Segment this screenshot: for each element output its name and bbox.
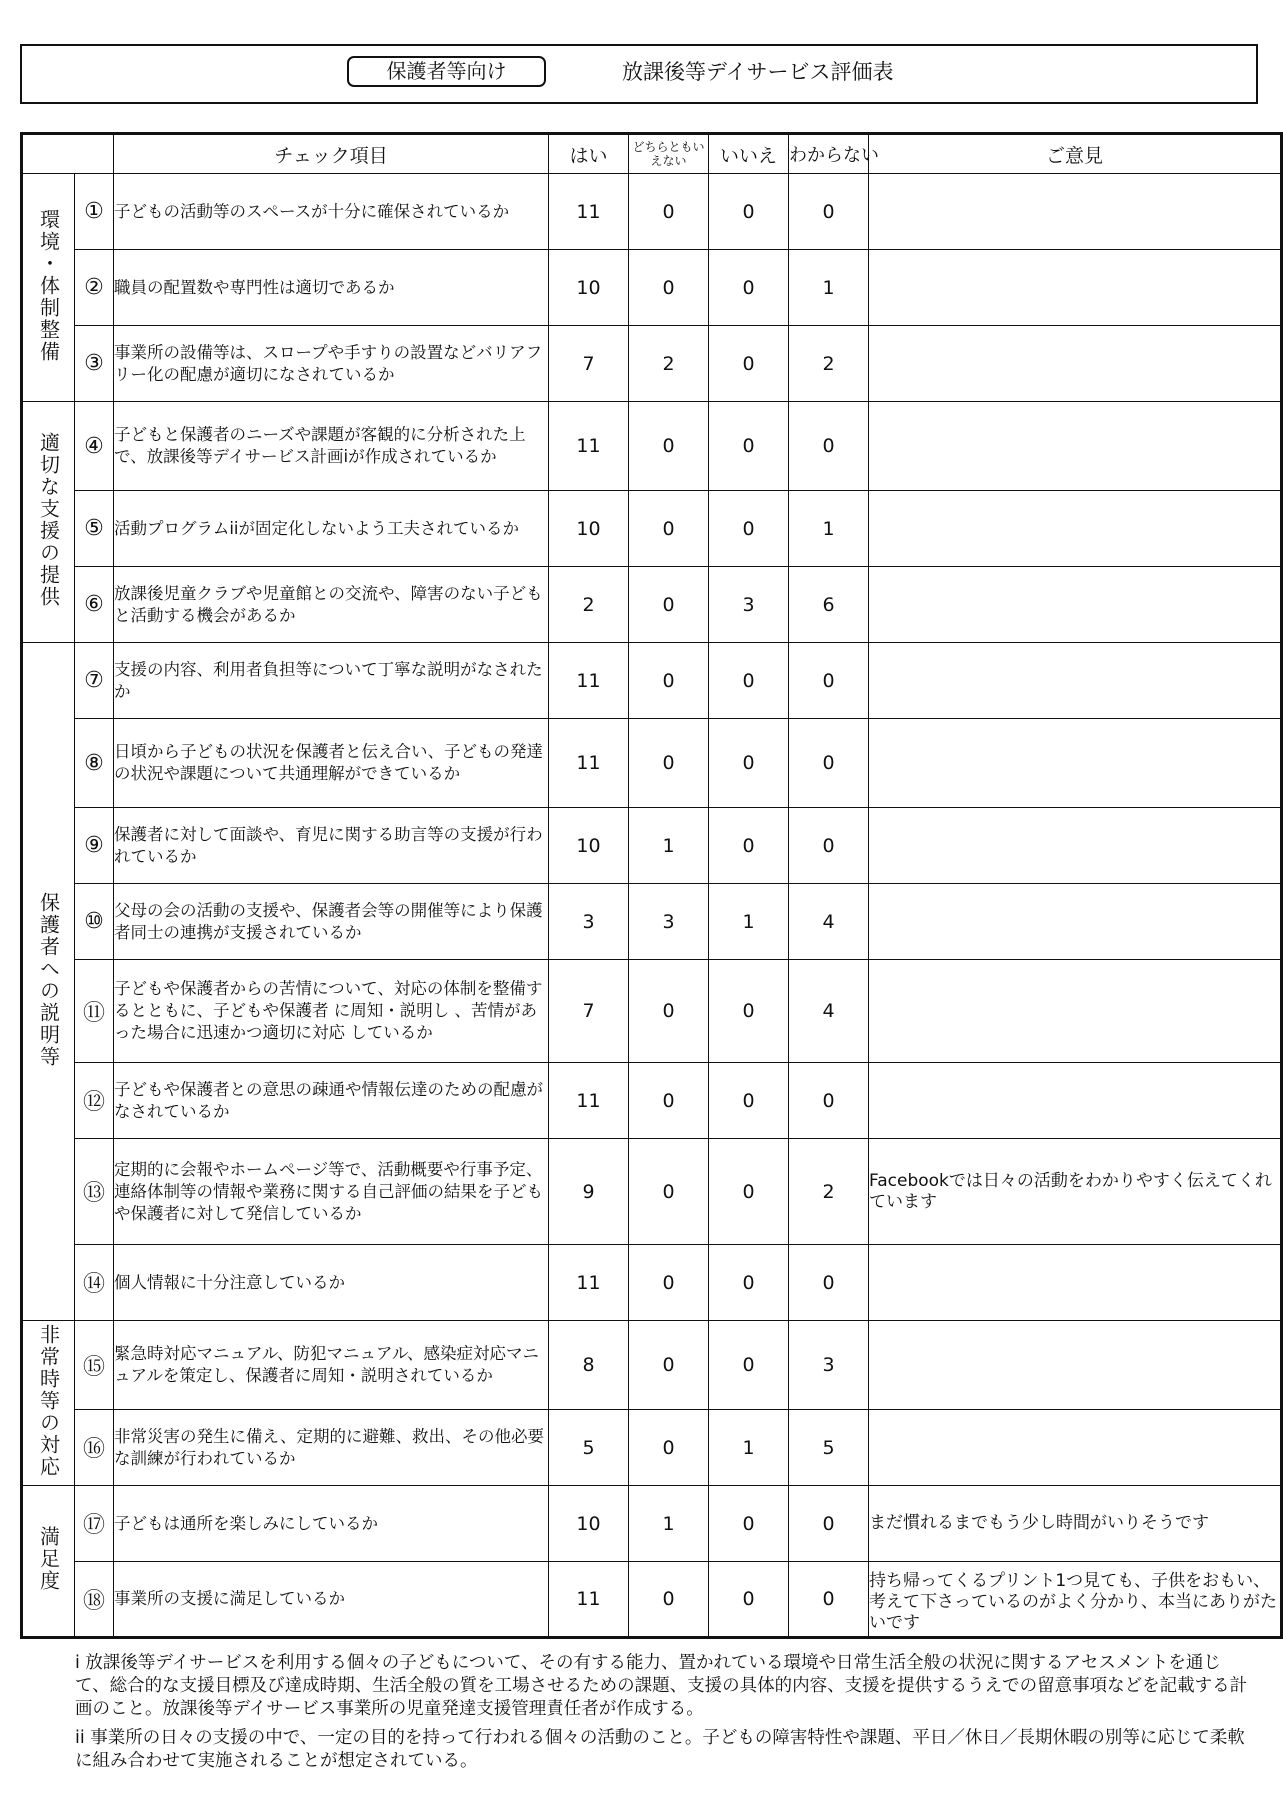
table-row: [22, 1063, 1282, 1139]
row-number: ⑨: [75, 808, 114, 884]
unsure-count: 0: [629, 491, 709, 567]
item-text: 子どもの活動等のスペースが十分に確保されているか: [114, 174, 549, 250]
item-text: 事業所の設備等は、スロープや手すりの設置などバリアフリー化の配慮が適切になされているか: [114, 326, 549, 402]
item-text: 緊急時対応マニュアル、防犯マニュアル、感染症対応マニュアルを策定し、保護者に周知・説明されているか: [114, 1321, 549, 1410]
table-row: [22, 250, 1282, 326]
category-cell: [22, 1321, 75, 1486]
unknown-count: 6: [789, 567, 869, 643]
unknown-count: 4: [789, 960, 869, 1063]
opinion-cell: [869, 1321, 1282, 1410]
yes-count: 8: [549, 1321, 629, 1410]
opinion-cell: [869, 174, 1282, 250]
yes-count: 11: [549, 174, 629, 250]
item-text: 活動プログラムiiが固定化しないよう工夫されているか: [114, 491, 549, 567]
yes-count: 11: [549, 643, 629, 719]
item-text: 支援の内容、利用者負担等について丁寧な説明がなされたか: [114, 643, 549, 719]
opinion-cell: [869, 402, 1282, 491]
unknown-count: 0: [789, 1245, 869, 1321]
category-label: 保護者への説明等: [36, 891, 61, 1068]
unknown-count: 5: [789, 1410, 869, 1486]
row-number: ⑰: [75, 1486, 114, 1562]
row-number: ④: [75, 402, 114, 491]
row-number: ⑥: [75, 567, 114, 643]
no-count: 0: [709, 1486, 789, 1562]
unsure-count: 0: [629, 402, 709, 491]
opinion-cell: [869, 1562, 1282, 1638]
unsure-count: 2: [629, 326, 709, 402]
unsure-count: 0: [629, 567, 709, 643]
item-text: 保護者に対して面談や、育児に関する助言等の支援が行われているか: [114, 808, 549, 884]
no-count: 0: [709, 250, 789, 326]
opinion-cell: まだ慣れるまでもう少し時間がいりそうです: [869, 1486, 1282, 1562]
unknown-count: 0: [789, 402, 869, 491]
unknown-count: 2: [789, 1139, 869, 1245]
no-count: 0: [709, 808, 789, 884]
table-row: [22, 1245, 1282, 1321]
row-number: ⑦: [75, 643, 114, 719]
category-label: 非常時等の対応: [36, 1324, 61, 1478]
unknown-count: 1: [789, 491, 869, 567]
opinion-cell: [869, 567, 1282, 643]
table-row: [22, 719, 1282, 808]
unsure-count: 0: [629, 1410, 709, 1486]
item-text: 定期的に会報やホームページ等で、活動概要や行事予定、連絡体制等の情報や業務に関する自己評価の結果を子どもや保護者に対して発信しているか: [114, 1139, 549, 1245]
table-row: [22, 1321, 1282, 1410]
unknown-count: 0: [789, 643, 869, 719]
table-row: [22, 884, 1282, 960]
table-row: [22, 1562, 1282, 1638]
table-row: [22, 1139, 1282, 1245]
unknown-count: 0: [789, 719, 869, 808]
opinion-cell: [869, 326, 1282, 402]
yes-count: 11: [549, 1245, 629, 1321]
unknown-count: 0: [789, 1063, 869, 1139]
unsure-count: 0: [629, 174, 709, 250]
unknown-count: 3: [789, 1321, 869, 1410]
category-cell: [22, 174, 75, 402]
opinion-cell: [869, 960, 1282, 1063]
row-number: ⑫: [75, 1063, 114, 1139]
no-count: 0: [709, 1063, 789, 1139]
item-text: 日頃から子どもの状況を保護者と伝え合い、子どもの発達の状況や課題について共通理解ができているか: [114, 719, 549, 808]
item-text: 子どもと保護者のニーズや課題が客観的に分析された上で、放課後等デイサービス計画iが作成されているか: [114, 402, 549, 491]
unsure-count: 1: [629, 1486, 709, 1562]
no-count: 1: [709, 1410, 789, 1486]
item-text: 子どもや保護者からの苦情について、対応の体制を整備するとともに、子どもや保護者 に周知・説明し 、苦情があった場合に迅速かつ適切に対応 しているか: [114, 960, 549, 1063]
unknown-count: 2: [789, 326, 869, 402]
row-number: ②: [75, 250, 114, 326]
no-count: 3: [709, 567, 789, 643]
table-row: [22, 643, 1282, 719]
unsure-count: 0: [629, 1562, 709, 1638]
yes-count: 10: [549, 491, 629, 567]
no-count: 0: [709, 174, 789, 250]
yes-count: 11: [549, 1063, 629, 1139]
opinion-cell: [869, 1063, 1282, 1139]
unknown-count: 4: [789, 884, 869, 960]
opinion-cell: [869, 1245, 1282, 1321]
yes-count: 11: [549, 719, 629, 808]
yes-count: 7: [549, 326, 629, 402]
unsure-count: 0: [629, 250, 709, 326]
no-count: 0: [709, 1321, 789, 1410]
opinion-cell: Facebookでは日々の活動をわかりやすく伝えてくれています: [869, 1139, 1282, 1245]
item-text: 放課後児童クラブや児童館との交流や、障害のない子どもと活動する機会があるか: [114, 567, 549, 643]
opinion-cell: [869, 1410, 1282, 1486]
unsure-count: 0: [629, 1245, 709, 1321]
no-count: 0: [709, 1245, 789, 1321]
table-row: [22, 1410, 1282, 1486]
item-text: 子どもは通所を楽しみにしているか: [114, 1486, 549, 1562]
no-count: 0: [709, 1139, 789, 1245]
item-text: 職員の配置数や専門性は適切であるか: [114, 250, 549, 326]
opinion-cell: [869, 250, 1282, 326]
category-cell: [22, 643, 75, 1321]
unknown-count: 1: [789, 250, 869, 326]
row-number: ⑱: [75, 1562, 114, 1638]
yes-count: 11: [549, 402, 629, 491]
no-count: 0: [709, 960, 789, 1063]
unknown-count: 0: [789, 1486, 869, 1562]
col-opinion: ご意見: [869, 134, 1282, 174]
row-number: ⑯: [75, 1410, 114, 1486]
row-number: ⑮: [75, 1321, 114, 1410]
category-label: 満足度: [36, 1526, 61, 1592]
col-unknown: わからない: [789, 134, 869, 174]
no-count: 0: [709, 491, 789, 567]
unknown-count: 0: [789, 808, 869, 884]
yes-count: 10: [549, 250, 629, 326]
unknown-count: 0: [789, 174, 869, 250]
yes-count: 7: [549, 960, 629, 1063]
table-row: [22, 174, 1282, 250]
yes-count: 5: [549, 1410, 629, 1486]
row-number: ⑩: [75, 884, 114, 960]
category-cell: [22, 402, 75, 643]
opinion-cell: [869, 643, 1282, 719]
footnote-plan: i 放課後等デイサービスを利用する個々の子どもについて、その有する能力、置かれている環境や日常生活全般の状況に関するアセスメントを通じて、総合的な支援目標及び達成時期、生活全般の質を工場させるための課題、支援の具体的内容、支援を提供するうえでの留意事項などを記載する計画のこと。放課後等デイサービス事業所の児童発達支援管理責任者が作成する。: [75, 1653, 1248, 1719]
item-text: 子どもや保護者との意思の疎通や情報伝達のための配慮がなされているか: [114, 1063, 549, 1139]
no-count: 0: [709, 402, 789, 491]
yes-count: 3: [549, 884, 629, 960]
row-number: ⑧: [75, 719, 114, 808]
row-number: ⑪: [75, 960, 114, 1063]
unsure-count: 0: [629, 1321, 709, 1410]
page-title: 放課後等デイサービス評価表: [622, 60, 894, 84]
row-number: ⑭: [75, 1245, 114, 1321]
category-label: 適切な支援の提供: [36, 432, 61, 608]
table-row: [22, 491, 1282, 567]
unknown-count: 0: [789, 1562, 869, 1638]
table-row: [22, 567, 1282, 643]
no-count: 0: [709, 1562, 789, 1638]
table-row: [22, 960, 1282, 1063]
opinion-cell: [869, 719, 1282, 808]
col-yes: はい: [549, 134, 629, 174]
corner-cell: [22, 134, 114, 174]
evaluation-table: [20, 132, 1283, 1639]
table-row: [22, 326, 1282, 402]
row-number: ⑤: [75, 491, 114, 567]
unsure-count: 3: [629, 884, 709, 960]
row-number: ③: [75, 326, 114, 402]
no-count: 0: [709, 643, 789, 719]
footnote-program: ii 事業所の日々の支援の中で、一定の目的を持って行われる個々の活動のこと。子どもの障害特性や課題、平日／休日／長期休暇の別等に応じて柔軟に組み合わせて実施されることが想定されている。: [75, 1728, 1245, 1771]
header-box: [20, 44, 1258, 104]
row-number: ⑬: [75, 1139, 114, 1245]
unsure-count: 0: [629, 1063, 709, 1139]
unsure-count: 0: [629, 1139, 709, 1245]
item-text: 事業所の支援に満足しているか: [114, 1562, 549, 1638]
footnotes: [75, 1652, 1255, 1779]
no-count: 0: [709, 719, 789, 808]
opinion-cell: [869, 491, 1282, 567]
opinion-cell: [869, 884, 1282, 960]
category-label: 環境・体制整備: [36, 208, 61, 363]
col-no: いいえ: [709, 134, 789, 174]
row-number: ①: [75, 174, 114, 250]
item-text: 非常災害の発生に備え、定期的に避難、救出、その他必要な訓練が行われているか: [114, 1410, 549, 1486]
unsure-count: 1: [629, 808, 709, 884]
col-unsure: どちらともいえない: [629, 134, 709, 174]
unsure-count: 0: [629, 643, 709, 719]
yes-count: 11: [549, 1562, 629, 1638]
audience-badge: 保護者等向け: [347, 56, 546, 87]
yes-count: 9: [549, 1139, 629, 1245]
yes-count: 2: [549, 567, 629, 643]
category-cell: [22, 1486, 75, 1638]
no-count: 0: [709, 326, 789, 402]
yes-count: 10: [549, 1486, 629, 1562]
opinion-cell: [869, 808, 1282, 884]
table-header: [22, 134, 1282, 174]
unsure-count: 0: [629, 960, 709, 1063]
col-check-item: チェック項目: [114, 134, 549, 174]
table-row: [22, 402, 1282, 491]
unsure-count: 0: [629, 719, 709, 808]
item-text: 父母の会の活動の支援や、保護者会等の開催等により保護者同士の連携が支援されているか: [114, 884, 549, 960]
yes-count: 10: [549, 808, 629, 884]
no-count: 1: [709, 884, 789, 960]
table-row: [22, 1486, 1282, 1562]
opinion-text: 持ち帰ってくるプリント1つ見ても、子供をおもい、考えて下さっているのがよく分かり、本当にありがたいです: [869, 1570, 1277, 1633]
item-text: 個人情報に十分注意しているか: [114, 1245, 549, 1321]
table-row: [22, 808, 1282, 884]
